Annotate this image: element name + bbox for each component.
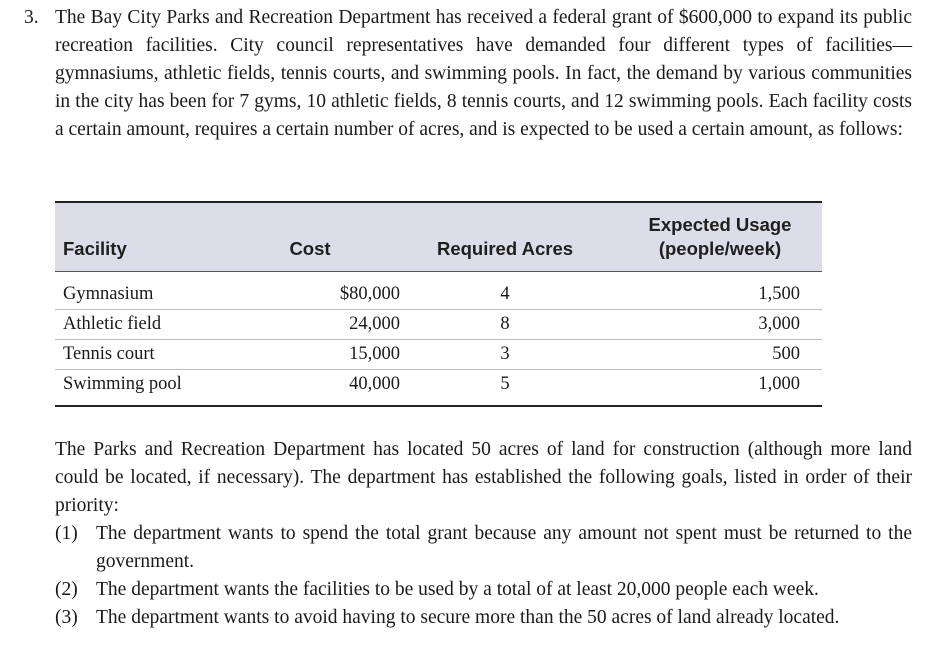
table-body xyxy=(55,272,822,399)
goal-text: The department wants the facilities to be used by a total of at least 20,000 people each week. xyxy=(96,579,819,600)
cell-facility: Tennis court xyxy=(63,344,155,364)
problem-number: 3. xyxy=(24,7,39,28)
cell-usage: 1,000 xyxy=(758,374,800,394)
cell-facility: Swimming pool xyxy=(63,374,182,394)
cell-cost: $80,000 xyxy=(339,284,400,304)
goal-item xyxy=(55,604,912,632)
goal-item xyxy=(55,520,912,576)
cell-usage: 500 xyxy=(772,344,800,364)
cell-acres: 8 xyxy=(500,314,510,334)
cell-facility: Athletic field xyxy=(63,314,162,334)
cell-acres: 5 xyxy=(500,374,510,394)
table-row xyxy=(55,370,822,399)
goal-item xyxy=(55,576,912,604)
cell-cost: 24,000 xyxy=(349,314,400,334)
table-row xyxy=(55,280,822,309)
header-facility: Facility xyxy=(63,238,127,259)
goal-number: (1) xyxy=(55,523,78,544)
cell-acres: 4 xyxy=(500,284,510,304)
table-row xyxy=(55,340,822,369)
cell-cost: 15,000 xyxy=(349,344,400,364)
facility-table xyxy=(55,201,822,407)
cell-usage: 1,500 xyxy=(758,284,800,304)
land-paragraph: The Parks and Recreation Department has located 50 acres of land for construction (although more land could be located, if necessary). The department has established the following goals, listed in order of their priority: xyxy=(55,439,912,516)
goal-number: (3) xyxy=(55,607,78,628)
cell-facility: Gymnasium xyxy=(63,284,154,304)
header-cost: Cost xyxy=(289,238,331,259)
cell-cost: 40,000 xyxy=(349,374,400,394)
cell-acres: 3 xyxy=(500,344,510,364)
header-expected-usage-line1: Expected Usage xyxy=(648,214,792,235)
goal-text: The department wants to avoid having to secure more than the 50 acres of land already located. xyxy=(96,607,840,628)
header-expected-usage xyxy=(625,213,815,261)
table-header xyxy=(55,203,822,271)
goal-number: (2) xyxy=(55,579,78,600)
header-required-acres: Required Acres xyxy=(436,238,574,259)
table-row xyxy=(55,310,822,339)
goal-text: The department wants to spend the total grant because any amount not spent must be returned to the government. xyxy=(96,523,912,572)
cell-usage: 3,000 xyxy=(758,314,800,334)
problem-intro: The Bay City Parks and Recreation Department has received a federal grant of $600,000 to expand its public recreation facilities. City council representatives have demanded four different types of facilities—gymnasiums, athletic fields, tennis courts, and swimming pools. In fact, the demand by various communities in the city has been for 7 gyms, 10 athletic fields, 8 tennis courts, and 12 swimming pools. Each facility costs a certain amount, requires a certain number of acres, and is expected to be used a certain amount, as follows: xyxy=(55,7,912,140)
header-expected-usage-line2: (people/week) xyxy=(658,238,782,259)
goals-list xyxy=(55,520,912,632)
table-bottom-rule xyxy=(55,405,822,407)
